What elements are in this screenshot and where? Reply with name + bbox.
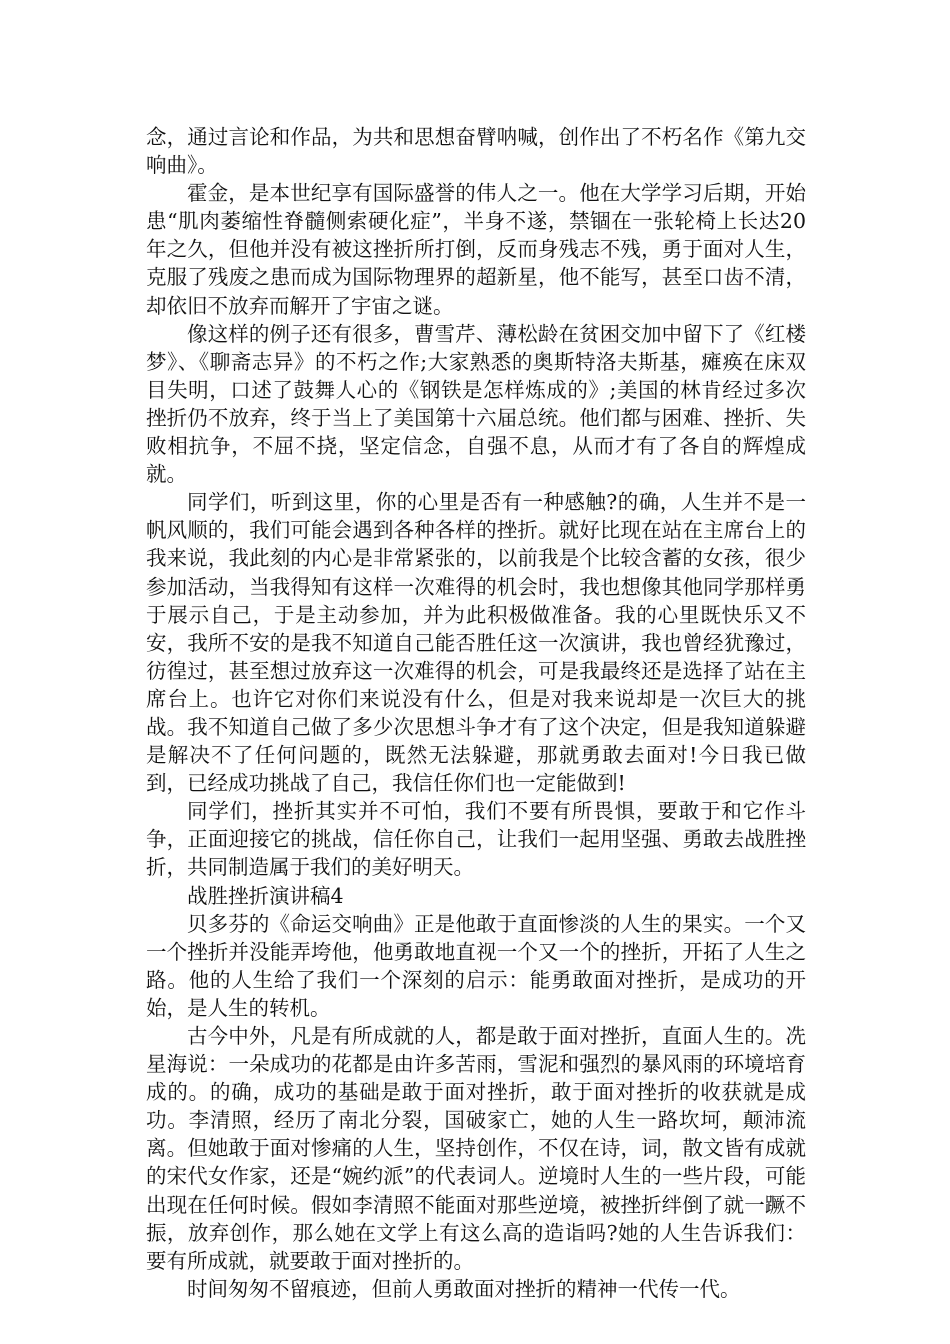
paragraph: 念，通过言论和作品，为共和思想奋臂呐喊，创作出了不朽名作《第九交响曲》。	[146, 125, 806, 178]
paragraph: 时间匆匆不留痕迹，但前人勇敢面对挫折的精神一代传一代。	[187, 1276, 741, 1301]
section-heading: 战胜挫折演讲稿4	[187, 883, 344, 908]
paragraph: 同学们，挫折其实并不可怕，我们不要有所畏惧，要敢于和它作斗争，正面迎接它的挑战，信任你自己，让我们一起用坚强、勇敢去战胜挫折，共同制造属于我们的美好明天。	[146, 799, 806, 880]
paragraph: 像这样的例子还有很多，曹雪芹、薄松龄在贫困交加中留下了《红楼梦》、《聊斋志异》的不朽之作;大家熟悉的奥斯特洛夫斯基，瘫痪在床双目失明，口述了鼓舞人心的《钢铁是怎样炼成的》;美国的林肯经过多次挫折仍不放弃，终于当上了美国第十六届总统。他们都与困难、挫折、失败相抗争，不屈不挠，坚定信念，自强不息，从而才有了各自的辉煌成就。	[146, 321, 806, 487]
paragraph: 同学们，听到这里，你的心里是否有一种感触?的确，人生并不是一帆风顺的，我们可能会遇到各种各样的挫折。就好比现在站在主席台上的我来说，我此刻的内心是非常紧张的，以前我是个比较含蓄的女孩，很少参加活动，当我得知有这样一次难得的机会时，我也想像其他同学那样勇于展示自己，于是主动参加，并为此积极做准备。我的心里既快乐又不安，我所不安的是我不知道自己能否胜任这一次演讲，我也曾经犹豫过，彷徨过，甚至想过放弃这一次难得的机会，可是我最终还是选择了站在主席台上。也许它对你们来说没有什么，但是对我来说却是一次巨大的挑战。我不知道自己做了多少次思想斗争才有了这个决定，但是我知道躲避是解决不了任何问题的，既然无法躲避，那就勇敢去面对!今日我已做到，已经成功挑战了自己，我信任你们也一定能做到!	[146, 490, 806, 796]
paragraph: 贝多芬的《命运交响曲》正是他敢于直面惨淡的人生的果实。一个又一个挫折并没能弄垮他，他勇敢地直视一个又一个的挫折，开拓了人生之路。他的人生给了我们一个深刻的启示：能勇敢面对挫折，是成功的开始，是人生的转机。	[146, 911, 806, 1020]
paragraph: 古今中外，凡是有所成就的人，都是敢于面对挫折，直面人生的。冼星海说：一朵成功的花都是由许多苦雨，雪泥和强烈的暴风雨的环境培育成的。的确，成功的基础是敢于面对挫折，敢于面对挫折的收获就是成功。李清照，经历了南北分裂，国破家亡，她的人生一路坎坷，颠沛流离。但她敢于面对惨痛的人生，坚持创作，不仅在诗，词，散文皆有成就的宋代女作家，还是“婉约派”的代表词人。逆境时人生的一些片段，可能出现在任何时候。假如李清照不能面对那些逆境，被挫折绊倒了就一蹶不振，放弃创作，那么她在文学上有这么高的造诣吗?她的人生告诉我们：要有所成就，就要敢于面对挫折的。	[146, 1024, 806, 1273]
paragraph: 霍金，是本世纪享有国际盛誉的伟人之一。他在大学学习后期，开始患“肌肉萎缩性脊髓侧索硬化症”，半身不遂，禁锢在一张轮椅上长达20年之久，但他并没有被这挫折所打倒，反而身残志不残，勇于面对人生，克服了残废之患而成为国际物理界的超新星，他不能写，甚至口齿不清，却依旧不放弃而解开了宇宙之谜。	[146, 181, 806, 318]
document-body	[146, 123, 806, 1303]
